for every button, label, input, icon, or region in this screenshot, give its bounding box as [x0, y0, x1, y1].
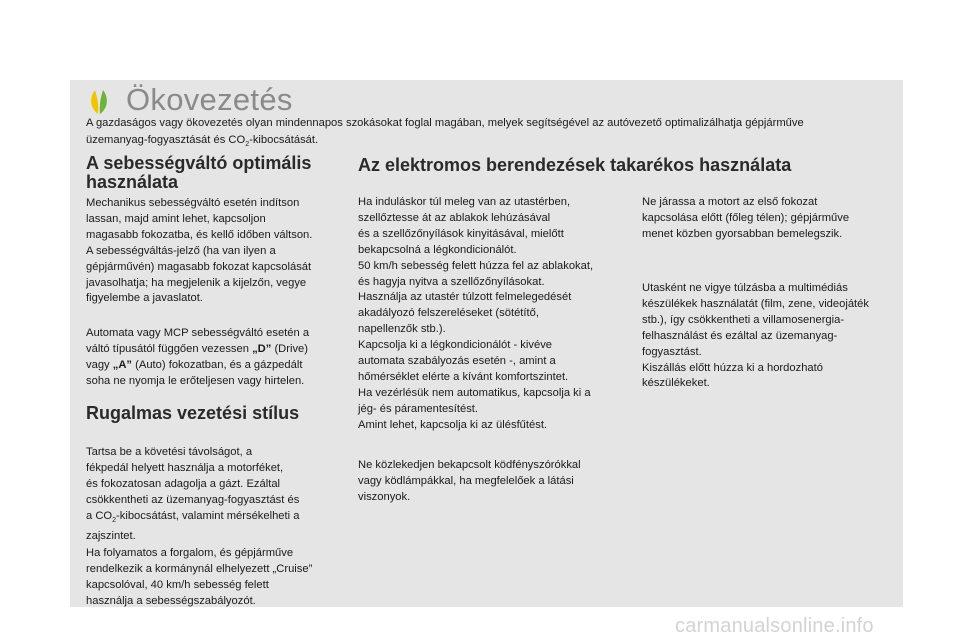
intro-text: A gazdaságos vagy ökovezetés olyan mindennapos szokásokat foglal magában, melyek segítségével az autóvezető optimalizálhatja gépjárműve üzemanyag-fogyasztását és $CO_2$-kibocsátását.	[86, 117, 804, 149]
electric-paragraph-3: Ne járassa a motort az első fokozat kapcsolása előtt (főleg télen); gépjárműve menet közben gyorsabban bemelegszik.	[642, 196, 850, 240]
electric-paragraph-4: Utasként ne vigye túlzásba a multimédiás készülékek használatát (film, zene, videojáték stb.), így csökkentheti a villamosenergia- felhasználást és ezáltal az üzemanyag- fogyasztást. Kiszállás előtt húzza ki a hordozható készülékeket.	[642, 282, 869, 390]
flex-paragraph-1: Tartsa be a követési távolságot, a fékpedál helyett használja a motorféket, és fokozatosan adagolja a gázt. Ezáltal csökkentheti az üzemanyag-fogyasztást és a $CO_2$-kibocsátást, valamint mérsékelheti a zajszintet.	[86, 446, 300, 542]
page-title: Ökovezetés	[126, 82, 293, 117]
gear-heading: A sebességváltó optimális használata	[86, 153, 312, 192]
electric-paragraph-1: Ha induláskor túl meleg van az utastérben, szellőztesse át az ablakok lehúzásával és a szellőzőnyílások kinyitásával, mielőtt bekapcsolná a légkondicionálót. 50 km/h sebesség felett húzza fel az ablakokat, és hagyja nyitva a szellőzőnyílásokat. Használja az utastér túlzott felmelegedését akadályozó felszereléseket (sötétítő, napellenzők stb.). Kapcsolja ki a légkondicionálót - kivéve automata szabályozás esetén -, amint a hőmérséklet elérte a kívánt komfortszintet. Ha vezérlésük nem automatikus, kapcsolja ki a jég- és páramentesítést. Amint lehet, kapcsolja ki az ülésfűtést.	[358, 196, 594, 431]
eco-leaf-icon	[88, 89, 110, 115]
watermark: carmanualsonline.info	[675, 615, 874, 637]
flex-paragraph-2: Ha folyamatos a forgalom, és gépjárműve rendelkezik a kormánynál elhelyezett „Cruise” kapcsolóval, 40 km/h sebesség felett használja a sebességszabályozót.	[86, 547, 313, 607]
flex-heading: Rugalmas vezetési stílus	[86, 403, 300, 423]
electric-heading: Az elektromos berendezések takarékos használata	[358, 155, 792, 175]
electric-paragraph-2: Ne közlekedjen bekapcsolt ködfényszórókkal vagy ködlámpákkal, ha megfelelőek a látási viszonyok.	[358, 459, 581, 503]
gear-paragraph-1: Mechanikus sebességváltó esetén indítson lassan, majd amint lehet, kapcsoljon magasabb fokozatba, és kellő időben váltson. A sebességváltás-jelző (ha van ilyen a gépjárművén) magasabb fokozat kapcsolását javasolhatja; ha megjelenik a kijelzőn, vegye figyelembe a javaslatot.	[86, 197, 313, 305]
gear-paragraph-2: Automata vagy MCP sebességváltó esetén a váltó típusától függően vezessen „D” (Drive) vagy „A” (Auto) fokozatban, és a gázpedált soha ne nyomja le erőteljesen vagy hirtelen.	[86, 327, 310, 387]
